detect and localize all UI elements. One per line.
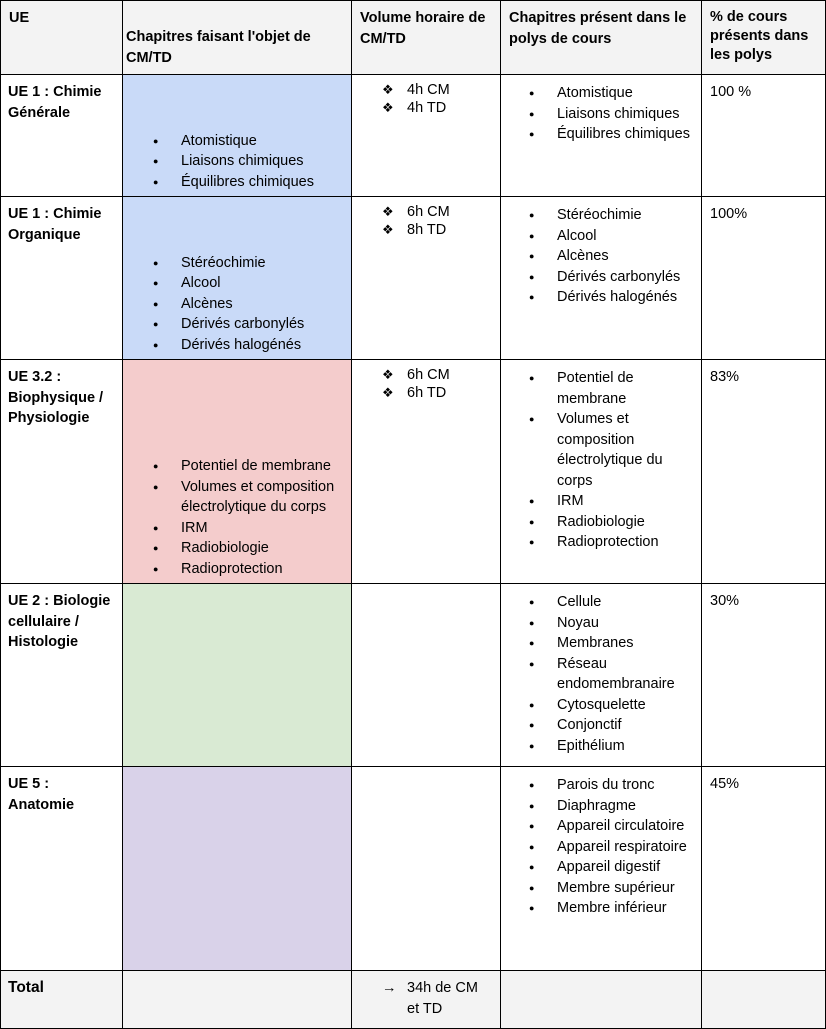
volume-text: 4h TD [407, 100, 447, 116]
polys-list [501, 592, 701, 756]
poly-item: ● Appareil respiratoire [501, 837, 701, 858]
total-volume-text: 34h de CM et TD [407, 980, 478, 1017]
chapter-item: ● Radioprotection [123, 559, 351, 580]
poly-item: ● Epithélium [501, 736, 701, 757]
poly-item: ● Alcènes [501, 246, 701, 267]
header-chapters [123, 1, 352, 75]
poly-item: ● Potentiel de membrane [501, 368, 701, 409]
volume-list [352, 203, 500, 239]
chapters-wrap [123, 197, 351, 359]
table-row [1, 197, 826, 360]
volume-cell [352, 767, 501, 971]
poly-item: ● IRM [501, 491, 701, 512]
poly-item: ● Appareil digestif [501, 857, 701, 878]
table-row [1, 767, 826, 971]
volume-cell [352, 197, 501, 360]
polys-list [501, 83, 701, 145]
polys-list [501, 775, 701, 919]
chapter-item: ● Potentiel de membrane [123, 456, 351, 477]
poly-item: ● Membranes [501, 633, 701, 654]
total-volume-cell [352, 971, 501, 1029]
poly-item: ● Noyau [501, 613, 701, 634]
volume-cell [352, 360, 501, 584]
chapter-item: ● Radiobiologie [123, 538, 351, 559]
percent-cell: 30% [702, 584, 826, 767]
volume-text: 6h CM [407, 204, 450, 220]
ue-name: UE 3.2 : Biophysique / Physiologie [1, 360, 123, 584]
poly-item: ● Conjonctif [501, 715, 701, 736]
volume-cell [352, 75, 501, 197]
chapter-item: ● Dérivés carbonylés [123, 314, 351, 335]
ue-name: UE 1 : Chimie Générale [1, 75, 123, 197]
poly-item: ● Stéréochimie [501, 205, 701, 226]
polys-cell [501, 584, 702, 767]
volume-item [352, 203, 500, 221]
chapters-cell [123, 360, 352, 584]
volume-text: 8h TD [407, 222, 447, 238]
chapter-item: ● Alcènes [123, 294, 351, 315]
polys-cell [501, 75, 702, 197]
poly-item: ● Dérivés halogénés [501, 287, 701, 308]
chapter-item: ● Volumes et composition électrolytique du corps [123, 477, 351, 518]
poly-item: ● Cellule [501, 592, 701, 613]
poly-item: ● Membre supérieur [501, 878, 701, 899]
poly-item: ● Diaphragme [501, 796, 701, 817]
percent-cell: 100% [702, 197, 826, 360]
chapter-item: ● Atomistique [123, 131, 351, 152]
poly-item: ● Appareil circulatoire [501, 816, 701, 837]
poly-item: ● Dérivés carbonylés [501, 267, 701, 288]
volume-list [352, 366, 500, 402]
percent-cell: 45% [702, 767, 826, 971]
diamond-bullet-icon: ❖ [382, 82, 394, 97]
polys-cell [501, 360, 702, 584]
diamond-bullet-icon: ❖ [382, 204, 394, 219]
chapter-item: ● Équilibres chimiques [123, 172, 351, 193]
chapter-item: ● Alcool [123, 273, 351, 294]
chapters-wrap [123, 584, 351, 766]
ue-name: UE 5 : Anatomie [1, 767, 123, 971]
chapters-list [123, 131, 351, 197]
chapter-item: ● IRM [123, 518, 351, 539]
polys-list [501, 205, 701, 308]
chapters-list [123, 253, 351, 360]
poly-item: ● Alcool [501, 226, 701, 247]
total-chapters-cell [123, 971, 352, 1029]
volume-item [352, 81, 500, 99]
chapter-item: ● Liaisons chimiques [123, 151, 351, 172]
total-label: Total [1, 971, 123, 1029]
total-percent-cell [702, 971, 826, 1029]
chapters-list [123, 966, 351, 970]
table-row [1, 75, 826, 197]
chapters-cell [123, 75, 352, 197]
poly-item: ● Radioprotection [501, 532, 701, 553]
polys-cell [501, 197, 702, 360]
diamond-bullet-icon: ❖ [382, 222, 394, 237]
poly-item: ● Membre inférieur [501, 898, 701, 919]
volume-item [352, 99, 500, 117]
diamond-bullet-icon: ❖ [382, 367, 394, 382]
total-row [1, 971, 826, 1029]
diamond-bullet-icon: ❖ [382, 100, 394, 115]
volume-item [352, 221, 500, 239]
polys-list [501, 368, 701, 553]
arrow-right-icon: → [382, 980, 397, 996]
header-ue: UE [1, 1, 123, 75]
chapters-cell [123, 584, 352, 767]
poly-item: ● Radiobiologie [501, 512, 701, 533]
header-percent: % de cours présents dans les polys [702, 1, 826, 75]
percent-cell: 83% [702, 360, 826, 584]
volume-item [352, 366, 500, 384]
chapters-cell [123, 767, 352, 971]
header-volume: Volume horaire de CM/TD [352, 1, 501, 75]
diamond-bullet-icon: ❖ [382, 385, 394, 400]
poly-item: ● Atomistique [501, 83, 701, 104]
percent-cell: 100 % [702, 75, 826, 197]
volume-cell [352, 584, 501, 767]
polys-cell [501, 767, 702, 971]
chapter-item: ● Dérivés halogénés [123, 335, 351, 356]
volume-text: 6h CM [407, 367, 450, 383]
volume-text: 4h CM [407, 82, 450, 98]
ue-name: UE 1 : Chimie Organique [1, 197, 123, 360]
poly-item: ● Liaisons chimiques [501, 104, 701, 125]
table-body [1, 75, 826, 1029]
poly-item: ● Parois du tronc [501, 775, 701, 796]
chapters-cell [123, 197, 352, 360]
header-chapters-text: Chapitres faisant l'objet de CM/TD [126, 29, 311, 66]
poly-item: ● Réseau endomembranaire [501, 654, 701, 695]
table-row [1, 584, 826, 767]
volume-list [352, 81, 500, 117]
volume-text: 6h TD [407, 385, 447, 401]
volume-item [352, 384, 500, 402]
chapters-list [123, 456, 351, 583]
chapters-wrap [123, 75, 351, 196]
poly-item: ● Équilibres chimiques [501, 124, 701, 145]
header-row [1, 1, 826, 75]
header-polys: Chapitres présent dans le polys de cours [501, 1, 702, 75]
poly-item: ● Volumes et composition électrolytique du corps [501, 409, 701, 491]
chapters-list [123, 762, 351, 766]
chapter-item: ● Stéréochimie [123, 253, 351, 274]
total-polys-cell [501, 971, 702, 1029]
poly-item: ● Cytosquelette [501, 695, 701, 716]
ue-name: UE 2 : Biologie cellulaire / Histologie [1, 584, 123, 767]
chapters-wrap [123, 360, 351, 583]
chapters-wrap [123, 767, 351, 970]
table-row [1, 360, 826, 584]
